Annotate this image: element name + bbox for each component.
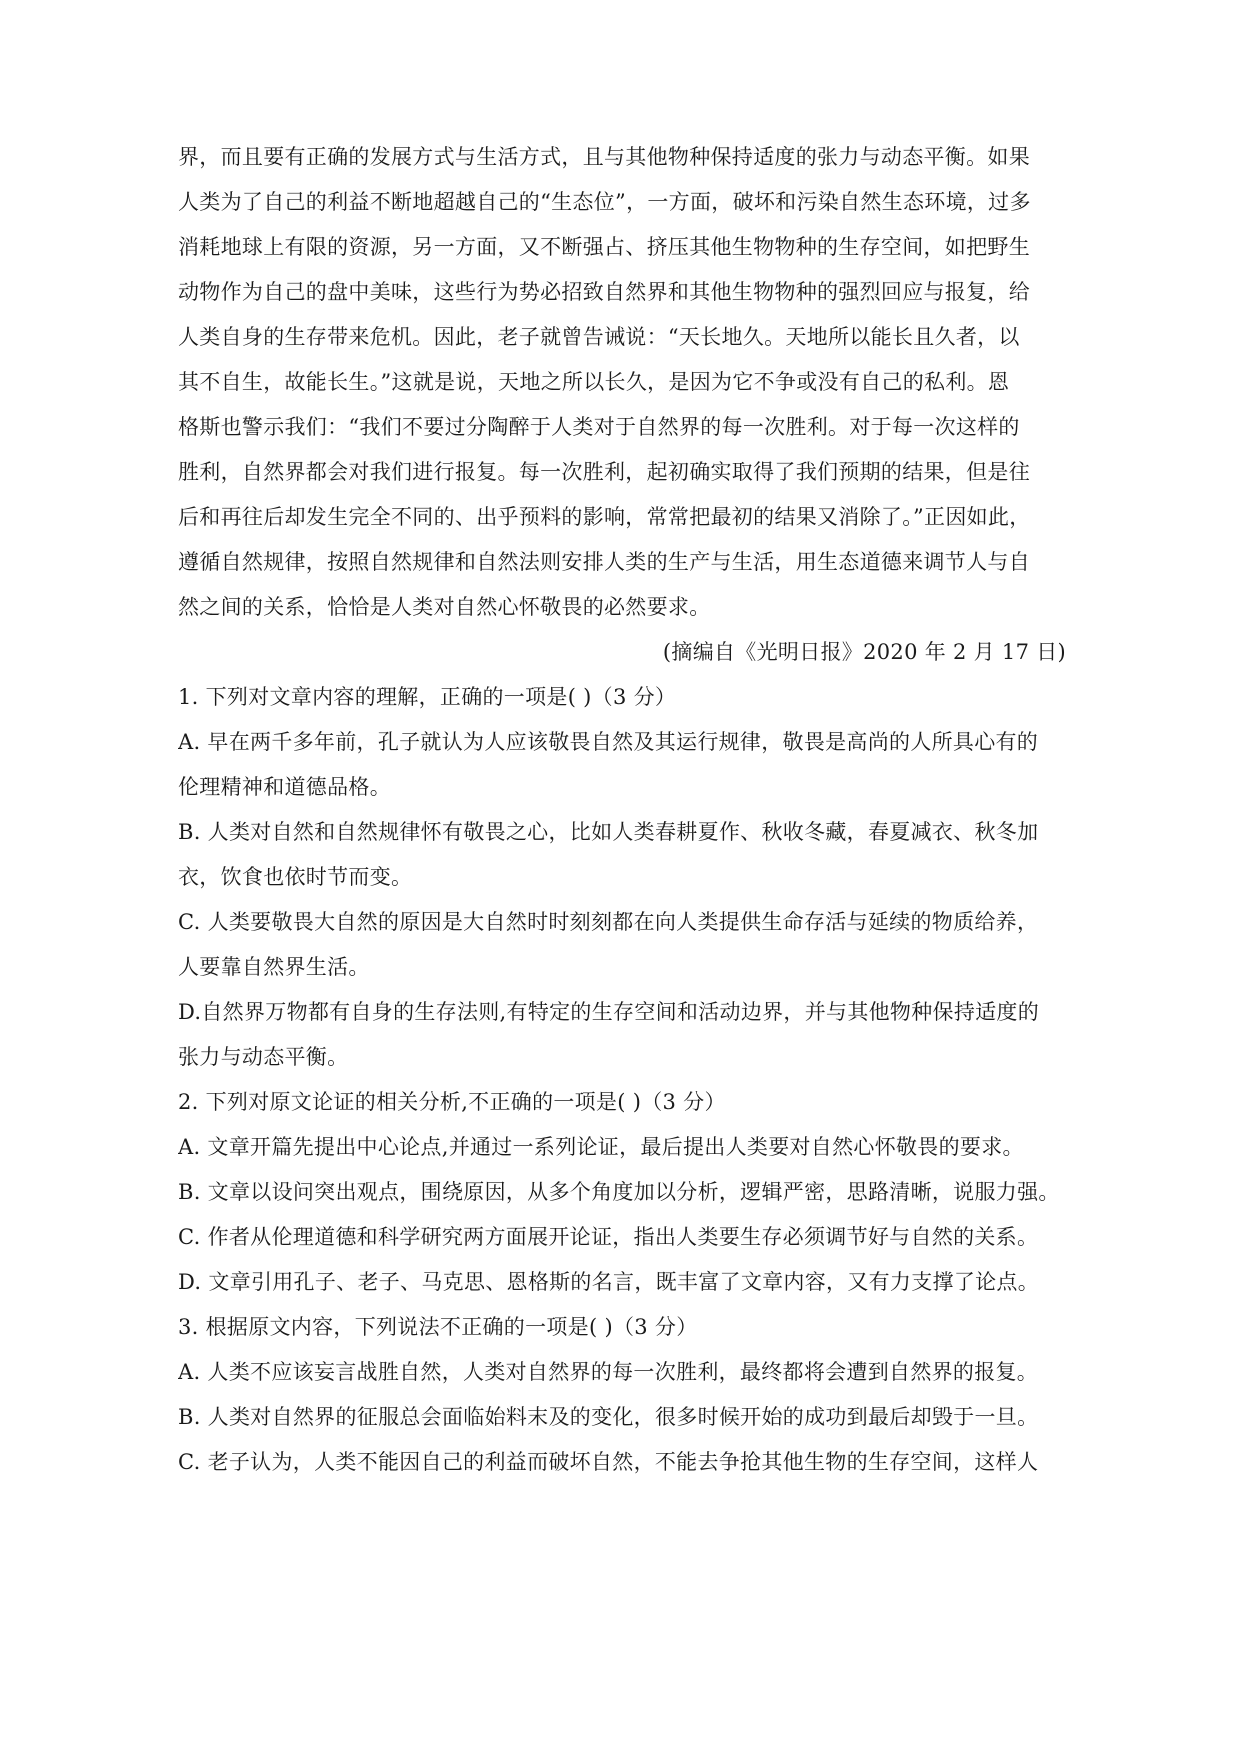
- question-1-option-a-cont: 伦理精神和道德品格。: [178, 775, 391, 799]
- question-2-option-c: C. 作者从伦理道德和科学研究两方面展开论证，指出人类要生存必须调节好与自然的关系。: [178, 1225, 1039, 1249]
- passage-line: 后和再往后却发生完全不同的、出乎预料的影响，常常把最初的结果又消除了。”正因如此，: [178, 505, 1031, 529]
- question-3-option-c: C. 老子认为，人类不能因自己的利益而破坏自然，不能去争抢其他生物的生存空间，这样人: [178, 1450, 1039, 1474]
- question-1-option-c: C. 人类要敬畏大自然的原因是大自然时时刻刻都在向人类提供生命存活与延续的物质给养，: [178, 910, 1039, 934]
- passage-line: 然之间的关系，恰恰是人类对自然心怀敬畏的必然要求。: [178, 595, 711, 619]
- source-citation: (摘编自《光明日报》2020 年 2 月 17 日): [662, 640, 1066, 664]
- passage-line: 界，而且要有正确的发展方式与生活方式，且与其他物种保持适度的张力与动态平衡。如果: [178, 145, 1030, 169]
- question-2-option-b: B. 文章以设问突出观点，围绕原因，从多个角度加以分析，逻辑严密，思路清晰，说服力强。: [178, 1180, 1060, 1204]
- passage-line: 消耗地球上有限的资源，另一方面，又不断强占、挤压其他生物物种的生存空间，如把野生: [178, 235, 1030, 259]
- question-3-stem: 3. 根据原文内容，下列说法不正确的一项是( )（3 分）: [178, 1315, 698, 1339]
- question-1-option-b-cont: 衣，饮食也依时节而变。: [178, 865, 413, 889]
- passage-line: 动物作为自己的盘中美味，这些行为势必招致自然界和其他生物物种的强烈回应与报复，给: [178, 280, 1030, 304]
- passage-line: 人类自身的生存带来危机。因此，老子就曾告诫说：“天长地久。天地所以能长且久者，以: [178, 325, 1020, 349]
- question-1-option-d-cont: 张力与动态平衡。: [178, 1045, 349, 1069]
- question-1-option-b: B. 人类对自然和自然规律怀有敬畏之心，比如人类春耕夏作、秋收冬藏，春夏减衣、秋冬加: [178, 820, 1039, 844]
- passage-line: 遵循自然规律，按照自然规律和自然法则安排人类的生产与生活，用生态道德来调节人与自: [178, 550, 1030, 574]
- passage-line: 胜利，自然界都会对我们进行报复。每一次胜利，起初确实取得了我们预期的结果，但是往: [178, 460, 1030, 484]
- question-2-option-a: A. 文章开篇先提出中心论点,并通过一系列论证，最后提出人类要对自然心怀敬畏的要求。: [178, 1135, 1024, 1159]
- passage-line: 格斯也警示我们：“我们不要过分陶醉于人类对于自然界的每一次胜利。对于每一次这样的: [178, 415, 1020, 439]
- passage-line: 其不自生，故能长生。”这就是说，天地之所以长久，是因为它不争或没有自己的私利。恩: [178, 370, 1010, 394]
- question-2-option-d: D. 文章引用孔子、老子、马克思、恩格斯的名言，既丰富了文章内容，又有力支撑了论点。: [178, 1270, 1040, 1294]
- question-1-option-a: A. 早在两千多年前，孔子就认为人应该敬畏自然及其运行规律，敬畏是高尚的人所具心有的: [178, 730, 1039, 754]
- question-1-stem: 1. 下列对文章内容的理解，正确的一项是( )（3 分）: [178, 685, 677, 709]
- question-3-option-a: A. 人类不应该妄言战胜自然，人类对自然界的每一次胜利，最终都将会遭到自然界的报复。: [178, 1360, 1039, 1384]
- question-3-option-b: B. 人类对自然界的征服总会面临始料末及的变化，很多时候开始的成功到最后却毁于一旦。: [178, 1405, 1039, 1429]
- passage-line: 人类为了自己的利益不断地超越自己的“生态位”，一方面，破坏和污染自然生态环境，过多: [178, 190, 1031, 214]
- question-2-stem: 2. 下列对原文论证的相关分析,不正确的一项是( )（3 分）: [178, 1090, 726, 1114]
- question-1-option-c-cont: 人要靠自然界生活。: [178, 955, 370, 979]
- question-1-option-d: D.自然界万物都有自身的生存法则,有特定的生存空间和活动边界，并与其他物种保持适度的: [178, 1000, 1040, 1024]
